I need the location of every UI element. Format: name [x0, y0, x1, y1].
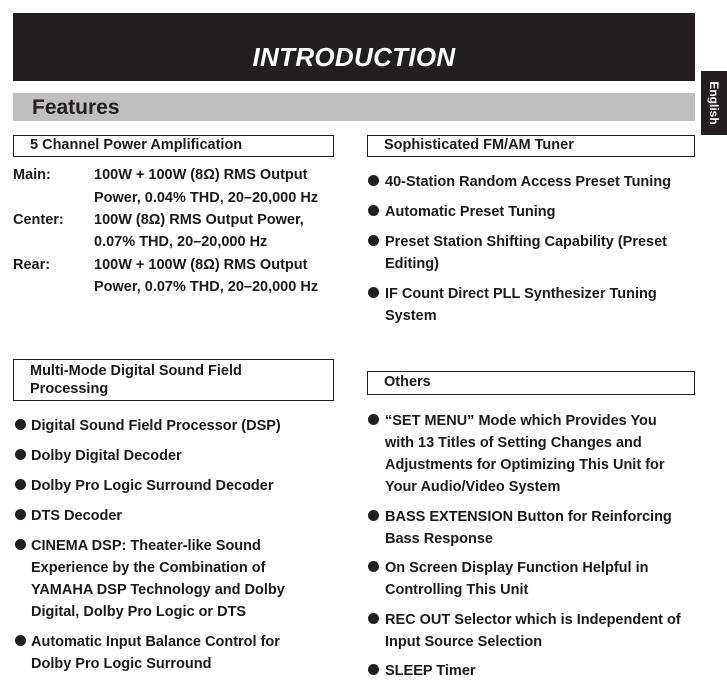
rear-label: Rear:: [13, 257, 51, 273]
dsp-item-3-line-1: Dolby Pro Logic Surround Decoder: [31, 478, 274, 494]
dsp-heading: [13, 359, 334, 401]
bullet-icon: [368, 175, 379, 186]
others-heading-text: Others: [384, 374, 431, 390]
tuner-item-4-line-1: IF Count Direct PLL Synthesizer Tuning: [385, 286, 657, 302]
others-item-1-line-4: Your Audio/Video System: [385, 479, 561, 495]
tuner-item-4-line-2: System: [385, 308, 437, 324]
language-tab: [701, 71, 727, 135]
bullet-icon: [368, 613, 379, 624]
power-heading: [13, 135, 334, 157]
center-label: Center:: [13, 212, 64, 228]
others-heading: [367, 371, 695, 395]
others-item-1-line-1: “SET MENU” Mode which Provides You: [385, 413, 657, 429]
tuner-item-3-line-1: Preset Station Shifting Capability (Preset: [385, 234, 667, 250]
tuner-heading-text: Sophisticated FM/AM Tuner: [384, 137, 574, 153]
dsp-item-1-line-1: Digital Sound Field Processor (DSP): [31, 418, 281, 434]
dsp-item-5-line-4: Digital, Dolby Pro Logic or DTS: [31, 604, 247, 620]
others-item-2-line-2: Bass Response: [385, 531, 493, 547]
language-tab-label: English: [707, 81, 721, 125]
section-title: Features: [32, 96, 120, 119]
bullet-icon: [368, 235, 379, 246]
bullet-icon: [15, 635, 26, 646]
main-line-1: 100W + 100W (8Ω) RMS Output: [94, 167, 308, 183]
dsp-heading-line-2: Processing: [30, 381, 109, 397]
tuner-item-1-line-1: 40-Station Random Access Preset Tuning: [385, 174, 672, 190]
bullet-icon: [368, 287, 379, 298]
tuner-heading: [367, 135, 695, 157]
dsp-item-2-line-1: Dolby Digital Decoder: [31, 448, 182, 464]
dsp-item-5-line-3: YAMAHA DSP Technology and Dolby: [31, 582, 285, 598]
dsp-item-4-line-1: DTS Decoder: [31, 508, 123, 524]
section-bar: [13, 93, 695, 121]
power-heading-text: 5 Channel Power Amplification: [30, 137, 243, 153]
tuner-item-3-line-2: Editing): [385, 256, 439, 272]
bullet-icon: [15, 479, 26, 490]
main-label: Main:: [13, 167, 51, 183]
tuner-item-2-line-1: Automatic Preset Tuning: [385, 204, 556, 220]
dsp-item-5-line-1: CINEMA DSP: Theater-like Sound: [31, 538, 261, 554]
others-item-1-line-2: with 13 Titles of Setting Changes and: [385, 435, 642, 451]
bullet-icon: [368, 510, 379, 521]
others-item-1-line-3: Adjustments for Optimizing This Unit for: [385, 457, 665, 473]
title-bar: [13, 13, 695, 81]
others-item-3-line-1: On Screen Display Function Helpful in: [385, 560, 649, 576]
dsp-item-5-line-2: Experience by the Combination of: [31, 560, 266, 576]
bullet-icon: [15, 509, 26, 520]
dsp-item-6-line-1: Automatic Input Balance Control for: [31, 634, 280, 650]
rear-line-2: Power, 0.07% THD, 20–20,000 Hz: [94, 279, 319, 295]
bullet-icon: [368, 664, 379, 675]
others-item-2-line-1: BASS EXTENSION Button for Reinforcing: [385, 509, 672, 525]
bullet-icon: [368, 205, 379, 216]
others-item-4-line-1: REC OUT Selector which is Independent of: [385, 612, 681, 628]
dsp-heading-line-1: Multi-Mode Digital Sound Field: [30, 363, 242, 379]
others-item-5-line-1: SLEEP Timer: [385, 663, 476, 679]
bullet-icon: [368, 561, 379, 572]
others-item-4-line-2: Input Source Selection: [385, 634, 543, 650]
dsp-item-6-line-2: Dolby Pro Logic Surround: [31, 656, 212, 672]
bullet-icon: [15, 539, 26, 550]
main-line-2: Power, 0.04% THD, 20–20,000 Hz: [94, 190, 319, 206]
others-item-3-line-2: Controlling This Unit: [385, 582, 529, 598]
bullet-icon: [15, 419, 26, 430]
bullet-icon: [368, 414, 379, 425]
rear-line-1: 100W + 100W (8Ω) RMS Output: [94, 257, 308, 273]
center-line-1: 100W (8Ω) RMS Output Power,: [94, 212, 304, 228]
page-title: INTRODUCTION: [252, 42, 456, 72]
center-line-2: 0.07% THD, 20–20,000 Hz: [94, 234, 268, 250]
bullet-icon: [15, 449, 26, 460]
